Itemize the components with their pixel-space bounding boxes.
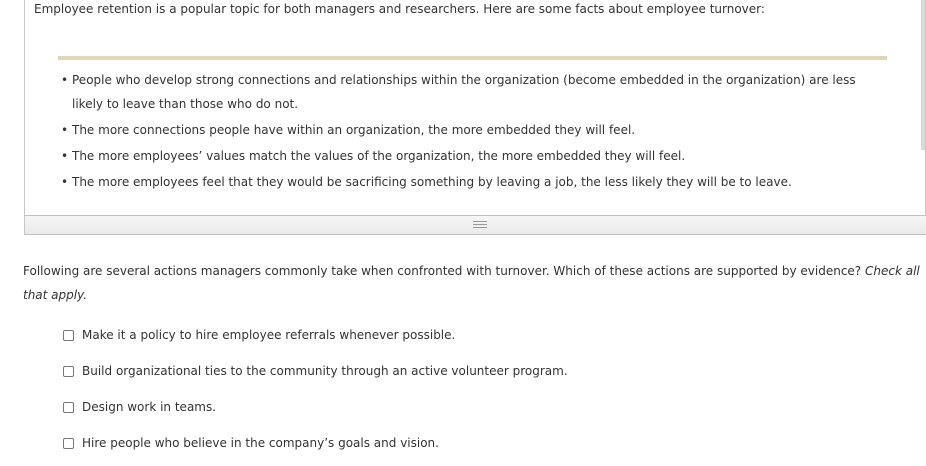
option-employee-referrals[interactable] (63, 326, 455, 344)
grip-icon[interactable] (473, 221, 487, 229)
checkbox-icon[interactable] (63, 402, 74, 413)
option-label: Make it a policy to hire employee referrals whenever possible. (82, 328, 456, 342)
option-hire-believers[interactable] (63, 434, 439, 452)
bullet-icon: • (61, 123, 69, 137)
list-item: • People who develop strong connections and relationships within the organization (become embedded in the organization) are less likely to leave than those who do not. (72, 68, 882, 116)
option-community-ties[interactable] (63, 362, 568, 380)
checkbox-icon[interactable] (63, 366, 74, 377)
question-text: Following are several actions managers commonly take when confronted with turnover. Which of these actions are supported by evidence? (23, 264, 862, 278)
bullet-icon: • (61, 149, 69, 163)
option-label: Build organizational ties to the community through an active volunteer program. (82, 364, 568, 378)
resize-splitter[interactable] (24, 215, 926, 235)
passage-divider (58, 56, 887, 60)
question-prompt (23, 259, 926, 307)
list-item: • The more employees’ values match the values of the organization, the more embedded they will feel. (72, 144, 882, 168)
option-work-in-teams[interactable] (63, 398, 216, 416)
facts-list (61, 68, 882, 196)
bullet-icon: • (61, 175, 69, 189)
list-item: • The more connections people have within an organization, the more embedded they will feel. (72, 118, 882, 142)
passage-panel[interactable] (24, 0, 926, 216)
checkbox-icon[interactable] (63, 330, 74, 341)
list-item: • The more employees feel that they would be sacrificing something by leaving a job, the less likely they will be to leave. (72, 170, 882, 194)
question-instruction: Check all that apply. (23, 264, 920, 302)
option-label: Design work in teams. (82, 400, 217, 414)
passage-intro: Employee retention is a popular topic for both managers and researchers. Here are some facts about employee turnover: (34, 2, 765, 16)
bullet-icon: • (61, 73, 69, 87)
passage-scrollbar[interactable] (921, 0, 925, 150)
option-label: Hire people who believe in the company’s goals and vision. (82, 436, 439, 450)
checkbox-icon[interactable] (63, 438, 74, 449)
